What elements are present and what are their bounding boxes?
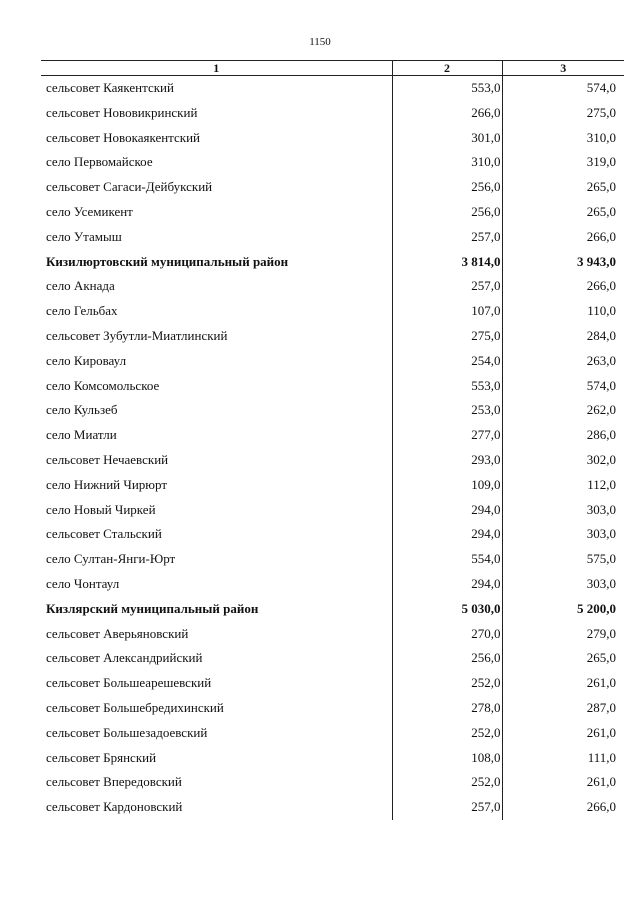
row-name: сельсовет Аверьяновский xyxy=(46,625,189,641)
row-value-3: 303,0 xyxy=(502,572,624,597)
table-row xyxy=(41,101,624,126)
row-value-2: 254,0 xyxy=(392,349,502,374)
row-name: село Кироваул xyxy=(46,352,127,368)
row-value-3: 262,0 xyxy=(502,398,624,423)
row-value-2: 301,0 xyxy=(392,126,502,151)
table-row xyxy=(41,200,624,225)
row-value-2: 257,0 xyxy=(392,274,502,299)
row-value-2: 294,0 xyxy=(392,572,502,597)
row-value-2: 257,0 xyxy=(392,795,502,820)
row-name: Кизилюртовский муниципальный район xyxy=(46,253,289,269)
district-total-row xyxy=(41,250,624,275)
row-value-2: 253,0 xyxy=(392,398,502,423)
row-value-2: 257,0 xyxy=(392,225,502,250)
row-value-2: 278,0 xyxy=(392,696,502,721)
row-name: сельсовет Впередовский xyxy=(46,774,182,790)
row-value-3: 111,0 xyxy=(502,746,624,771)
table-body xyxy=(41,76,624,820)
row-value-3: 319,0 xyxy=(502,150,624,175)
table-row xyxy=(41,622,624,647)
row-value-3: 303,0 xyxy=(502,498,624,523)
row-name: Кизлярский муниципальный район xyxy=(46,600,259,616)
row-name: сельсовет Нововикринский xyxy=(46,104,198,120)
row-value-3: 287,0 xyxy=(502,696,624,721)
table-row xyxy=(41,324,624,349)
row-value-2: 256,0 xyxy=(392,175,502,200)
row-value-3: 265,0 xyxy=(502,646,624,671)
row-name: село Нижний Чирюрт xyxy=(46,476,168,492)
row-value-2: 107,0 xyxy=(392,299,502,324)
row-value-3: 261,0 xyxy=(502,770,624,795)
row-value-3: 266,0 xyxy=(502,795,624,820)
column-header-2: 2 xyxy=(392,61,502,76)
row-value-2: 553,0 xyxy=(392,374,502,399)
row-value-3: 575,0 xyxy=(502,547,624,572)
row-name: село Гельбах xyxy=(46,303,118,319)
table-row xyxy=(41,746,624,771)
table-row xyxy=(41,126,624,151)
table-row xyxy=(41,498,624,523)
table-row xyxy=(41,175,624,200)
row-value-3: 279,0 xyxy=(502,622,624,647)
row-value-2: 310,0 xyxy=(392,150,502,175)
row-value-2: 256,0 xyxy=(392,200,502,225)
row-value-2: 252,0 xyxy=(392,671,502,696)
row-name: сельсовет Зубутли-Миатлинский xyxy=(46,327,228,343)
row-value-3: 110,0 xyxy=(502,299,624,324)
table-row xyxy=(41,374,624,399)
row-name: сельсовет Нечаевский xyxy=(46,451,169,467)
row-value-2: 294,0 xyxy=(392,522,502,547)
row-value-2: 252,0 xyxy=(392,721,502,746)
table-row xyxy=(41,721,624,746)
table-row xyxy=(41,225,624,250)
row-name: сельсовет Каякентский xyxy=(46,80,174,95)
table-row xyxy=(41,274,624,299)
row-value-3: 574,0 xyxy=(502,76,624,101)
table-row xyxy=(41,572,624,597)
row-value-3: 310,0 xyxy=(502,126,624,151)
row-value-2: 270,0 xyxy=(392,622,502,647)
row-name: сельсовет Новокаякентский xyxy=(46,129,201,145)
row-value-2: 256,0 xyxy=(392,646,502,671)
row-name: сельсовет Брянский xyxy=(46,749,157,765)
row-value-3: 265,0 xyxy=(502,175,624,200)
row-name: сельсовет Большебредихинский xyxy=(46,699,224,715)
row-name: село Чонтаул xyxy=(46,575,120,591)
table-row xyxy=(41,349,624,374)
row-value-3: 263,0 xyxy=(502,349,624,374)
row-name: село Кульзеб xyxy=(46,402,118,418)
row-value-3: 266,0 xyxy=(502,274,624,299)
row-name: сельсовет Большезадоевский xyxy=(46,724,208,740)
row-value-3: 5 200,0 xyxy=(502,597,624,622)
row-value-3: 261,0 xyxy=(502,671,624,696)
row-name: сельсовет Сагаси-Дейбукский xyxy=(46,179,213,195)
row-value-3: 303,0 xyxy=(502,522,624,547)
row-name: село Первомайское xyxy=(46,154,153,170)
row-name: село Миатли xyxy=(46,427,117,443)
district-total-row xyxy=(41,597,624,622)
table-row xyxy=(41,646,624,671)
table-row xyxy=(41,473,624,498)
row-value-3: 302,0 xyxy=(502,448,624,473)
table-row xyxy=(41,522,624,547)
row-name: село Акнада xyxy=(46,278,115,294)
row-value-2: 293,0 xyxy=(392,448,502,473)
row-value-3: 112,0 xyxy=(502,473,624,498)
row-value-2: 3 814,0 xyxy=(392,250,502,275)
row-value-2: 275,0 xyxy=(392,324,502,349)
data-table xyxy=(41,60,624,820)
row-name: село Усемикент xyxy=(46,203,133,219)
row-value-2: 5 030,0 xyxy=(392,597,502,622)
table-row xyxy=(41,299,624,324)
row-value-2: 554,0 xyxy=(392,547,502,572)
row-name: сельсовет Кардоновский xyxy=(46,799,183,815)
table-row xyxy=(41,448,624,473)
row-name: сельсовет Александрийский xyxy=(46,650,203,666)
row-value-2: 277,0 xyxy=(392,423,502,448)
row-value-3: 284,0 xyxy=(502,324,624,349)
row-value-2: 553,0 xyxy=(392,76,502,101)
row-value-3: 261,0 xyxy=(502,721,624,746)
column-header-3: 3 xyxy=(502,61,624,76)
row-value-3: 286,0 xyxy=(502,423,624,448)
table-row xyxy=(41,770,624,795)
row-value-2: 266,0 xyxy=(392,101,502,126)
row-value-2: 109,0 xyxy=(392,473,502,498)
row-value-3: 275,0 xyxy=(502,101,624,126)
table-row xyxy=(41,671,624,696)
table-row xyxy=(41,423,624,448)
table-row xyxy=(41,547,624,572)
header-row xyxy=(41,61,624,76)
row-name: сельсовет Большеарешевский xyxy=(46,675,212,691)
row-name: село Комсомольское xyxy=(46,377,160,393)
table-row xyxy=(41,150,624,175)
table-row xyxy=(41,76,624,101)
row-value-3: 574,0 xyxy=(502,374,624,399)
page-number: 1150 xyxy=(309,36,331,48)
row-value-3: 266,0 xyxy=(502,225,624,250)
row-name: село Султан-Янги-Юрт xyxy=(46,551,176,567)
row-value-3: 3 943,0 xyxy=(502,250,624,275)
row-value-2: 252,0 xyxy=(392,770,502,795)
row-name: сельсовет Стальский xyxy=(46,526,162,542)
table-row xyxy=(41,398,624,423)
row-name: село Новый Чиркей xyxy=(46,501,156,517)
row-value-2: 108,0 xyxy=(392,746,502,771)
row-value-3: 265,0 xyxy=(502,200,624,225)
row-name: село Утамыш xyxy=(46,228,122,244)
table-row xyxy=(41,795,624,820)
row-value-2: 294,0 xyxy=(392,498,502,523)
table-row xyxy=(41,696,624,721)
column-header-1: 1 xyxy=(41,61,392,76)
